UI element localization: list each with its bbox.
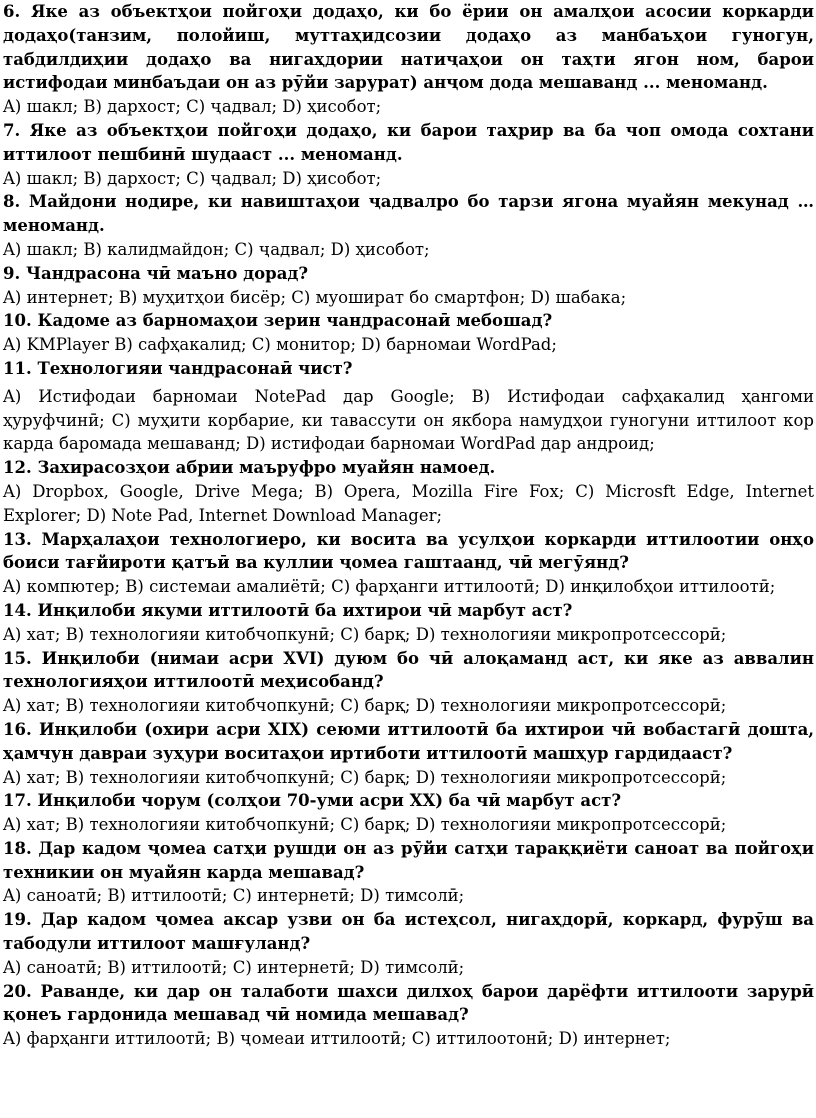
- answer-options: A) шакл; B) калидмайдон; C) ҷадвал; D) ҳисобот;: [3, 239, 430, 259]
- answer-options: A) хат; B) технологияи китобчопкунӣ; C) барқ; D) технологияи микропротсессорӣ;: [3, 767, 727, 787]
- answer-options: A) фарҳанги иттилоотӣ; B) ҷомеаи иттилоотӣ; C) иттилоотонӣ; D) интернет;: [3, 1029, 671, 1049]
- question-text: 11. Технологияи чандрасонаӣ чист?: [3, 358, 353, 378]
- question-text: 10. Кадоме аз барномаҳои зерин чандрасонаӣ мебошад?: [3, 311, 553, 331]
- answer-options: A) хат; B) технологияи китобчопкунӣ; C) барқ; D) технологияи микропротсессорӣ;: [3, 624, 727, 644]
- answer-options: A) саноатӣ; B) иттилоотӣ; C) интернетӣ; D) тимсолӣ;: [3, 886, 465, 906]
- question-block-17: [3, 789, 814, 837]
- question-block-18: [3, 837, 814, 908]
- question-block-15: [3, 647, 814, 718]
- question-text: 19. Дар кадом ҷомеа аксар узви он ба истеҳсол, нигаҳдорӣ, коркард, фурӯш ва табодули иттилоот машғуланд?: [3, 910, 814, 954]
- question-block-7: [3, 119, 814, 190]
- question-block-10: [3, 309, 814, 357]
- question-block-19: [3, 908, 814, 979]
- question-text: 20. Раванде, ки дар он талаботи шахси дилхоҳ барои дарёфти иттилооти зарурӣ қонеъ гардонида мешавад чӣ номида мешавад?: [3, 981, 814, 1025]
- question-text: 7. Яке аз объектҳои пойгоҳи додаҳо, ки барои таҳрир ва ба чоп омода сохтани иттилоот пешбинӣ шудааст ... меноманд.: [3, 120, 814, 164]
- question-block-9: [3, 262, 814, 310]
- answer-options: A) Dropbox, Google, Drive Mega; B) Opera, Mozilla Fire Fox; C) Microsft Edge, Internet Explorer; D) Note Pad, Internet Download Manager;: [3, 481, 814, 525]
- answer-options: A) шакл; B) дархост; C) ҷадвал; D) ҳисобот;: [3, 168, 382, 188]
- question-text: 13. Марҳалаҳои технологиеро, ки восита ва усулҳои коркарди иттилоотии онҳо боиси тағйироти қатъӣ ва куллии ҷомеа гаштаанд, чӣ мегӯянд?: [3, 529, 814, 573]
- answer-options: A) интернет; B) муҳитҳои бисёр; C) муоширaт бо смартфон; D) шабака;: [3, 287, 627, 307]
- question-block-6: [3, 0, 814, 119]
- question-text: 15. Инқилоби (нимаи асри XVI) дуюм бо чӣ алоқаманд аст, ки яке аз аввалин технологияҳои иттилоотӣ меҳисобанд?: [3, 648, 814, 692]
- question-block-12: [3, 456, 814, 527]
- question-block-8: [3, 190, 814, 261]
- answer-options: A) хат; B) технологияи китобчопкунӣ; C) барқ; D) технологияи микропротсессорӣ;: [3, 696, 727, 716]
- question-text: 18. Дар кадом ҷомеа сатҳи рушди он аз рӯйи сатҳи тараққиёти саноат ва пойгоҳи техникии он муайян карда мешавад?: [3, 838, 814, 882]
- question-block-14: [3, 599, 814, 647]
- question-text: 6. Яке аз объектҳои пойгоҳи додаҳо, ки бо ёрии он амалҳои асосии коркарди додаҳо(танзим, полойиш, муттаҳидсозии додаҳо аз манбаъҳои гуногун, табдилдиҳии додаҳо ва нигаҳдории натиҷаҳои он таҳти ягон ном, барои истифодаи минбаъдаи он аз рӯйи зарурат) анҷом дода мешаванд ... меноманд.: [3, 2, 814, 93]
- question-text: 17. Инқилоби чорум (солҳои 70-уми асри XX) ба чӣ марбут аст?: [3, 791, 622, 811]
- question-text: 14. Инқилоби якуми иттилоотӣ ба ихтирои чӣ марбут аст?: [3, 600, 573, 620]
- question-block-16: [3, 718, 814, 789]
- question-block-11: [3, 357, 814, 456]
- question-text: 12. Захирасозҳои абрии маъруфро муайян намоед.: [3, 458, 496, 478]
- answer-options: A) саноатӣ; B) иттилоотӣ; C) интернетӣ; D) тимсолӣ;: [3, 957, 465, 977]
- answer-options: A) хат; B) технологияи китобчопкунӣ; C) барқ; D) технологияи микропротсессорӣ;: [3, 815, 727, 835]
- question-text: 8. Майдони нодире, ки навиштаҳои ҷадвалро бо тарзи ягона муайян мекунад … меноманд.: [3, 192, 814, 236]
- answer-options: A) Истифодаи барномаи NotePad дар Google; B) Истифодаи сафҳакалид ҳангоми ҳуруфчинӣ; C) муҳити корбарие, ки тавассути он якбора намудҳои гуногуни иттилоот кор карда баромада мешаванд; D) истифодаи барномаи WordPad дар андроид;: [3, 386, 814, 454]
- answer-options: A) шакл; B) дархост; C) ҷадвал; D) ҳисобот;: [3, 97, 382, 117]
- question-block-20: [3, 980, 814, 1051]
- question-text: 16. Инқилоби (охири асри XIX) сеюми иттилоотӣ ба ихтирои чӣ вобастагӣ дошта, ҳамчун давраи зуҳури воситаҳои иртиботи иттилоотӣ машҳур гардидааст?: [3, 719, 814, 763]
- question-text: 9. Чандрасона чӣ маъно дорад?: [3, 263, 309, 283]
- answer-options: A) компютер; B) системаи амалиётӣ; C) фарҳанги иттилоотӣ; D) инқилобҳои иттилоотӣ;: [3, 577, 776, 597]
- question-block-13: [3, 528, 814, 599]
- answer-options: A) KMPlayer B) сафҳакалид; C) монитор; D) барномаи WordPad;: [3, 335, 557, 355]
